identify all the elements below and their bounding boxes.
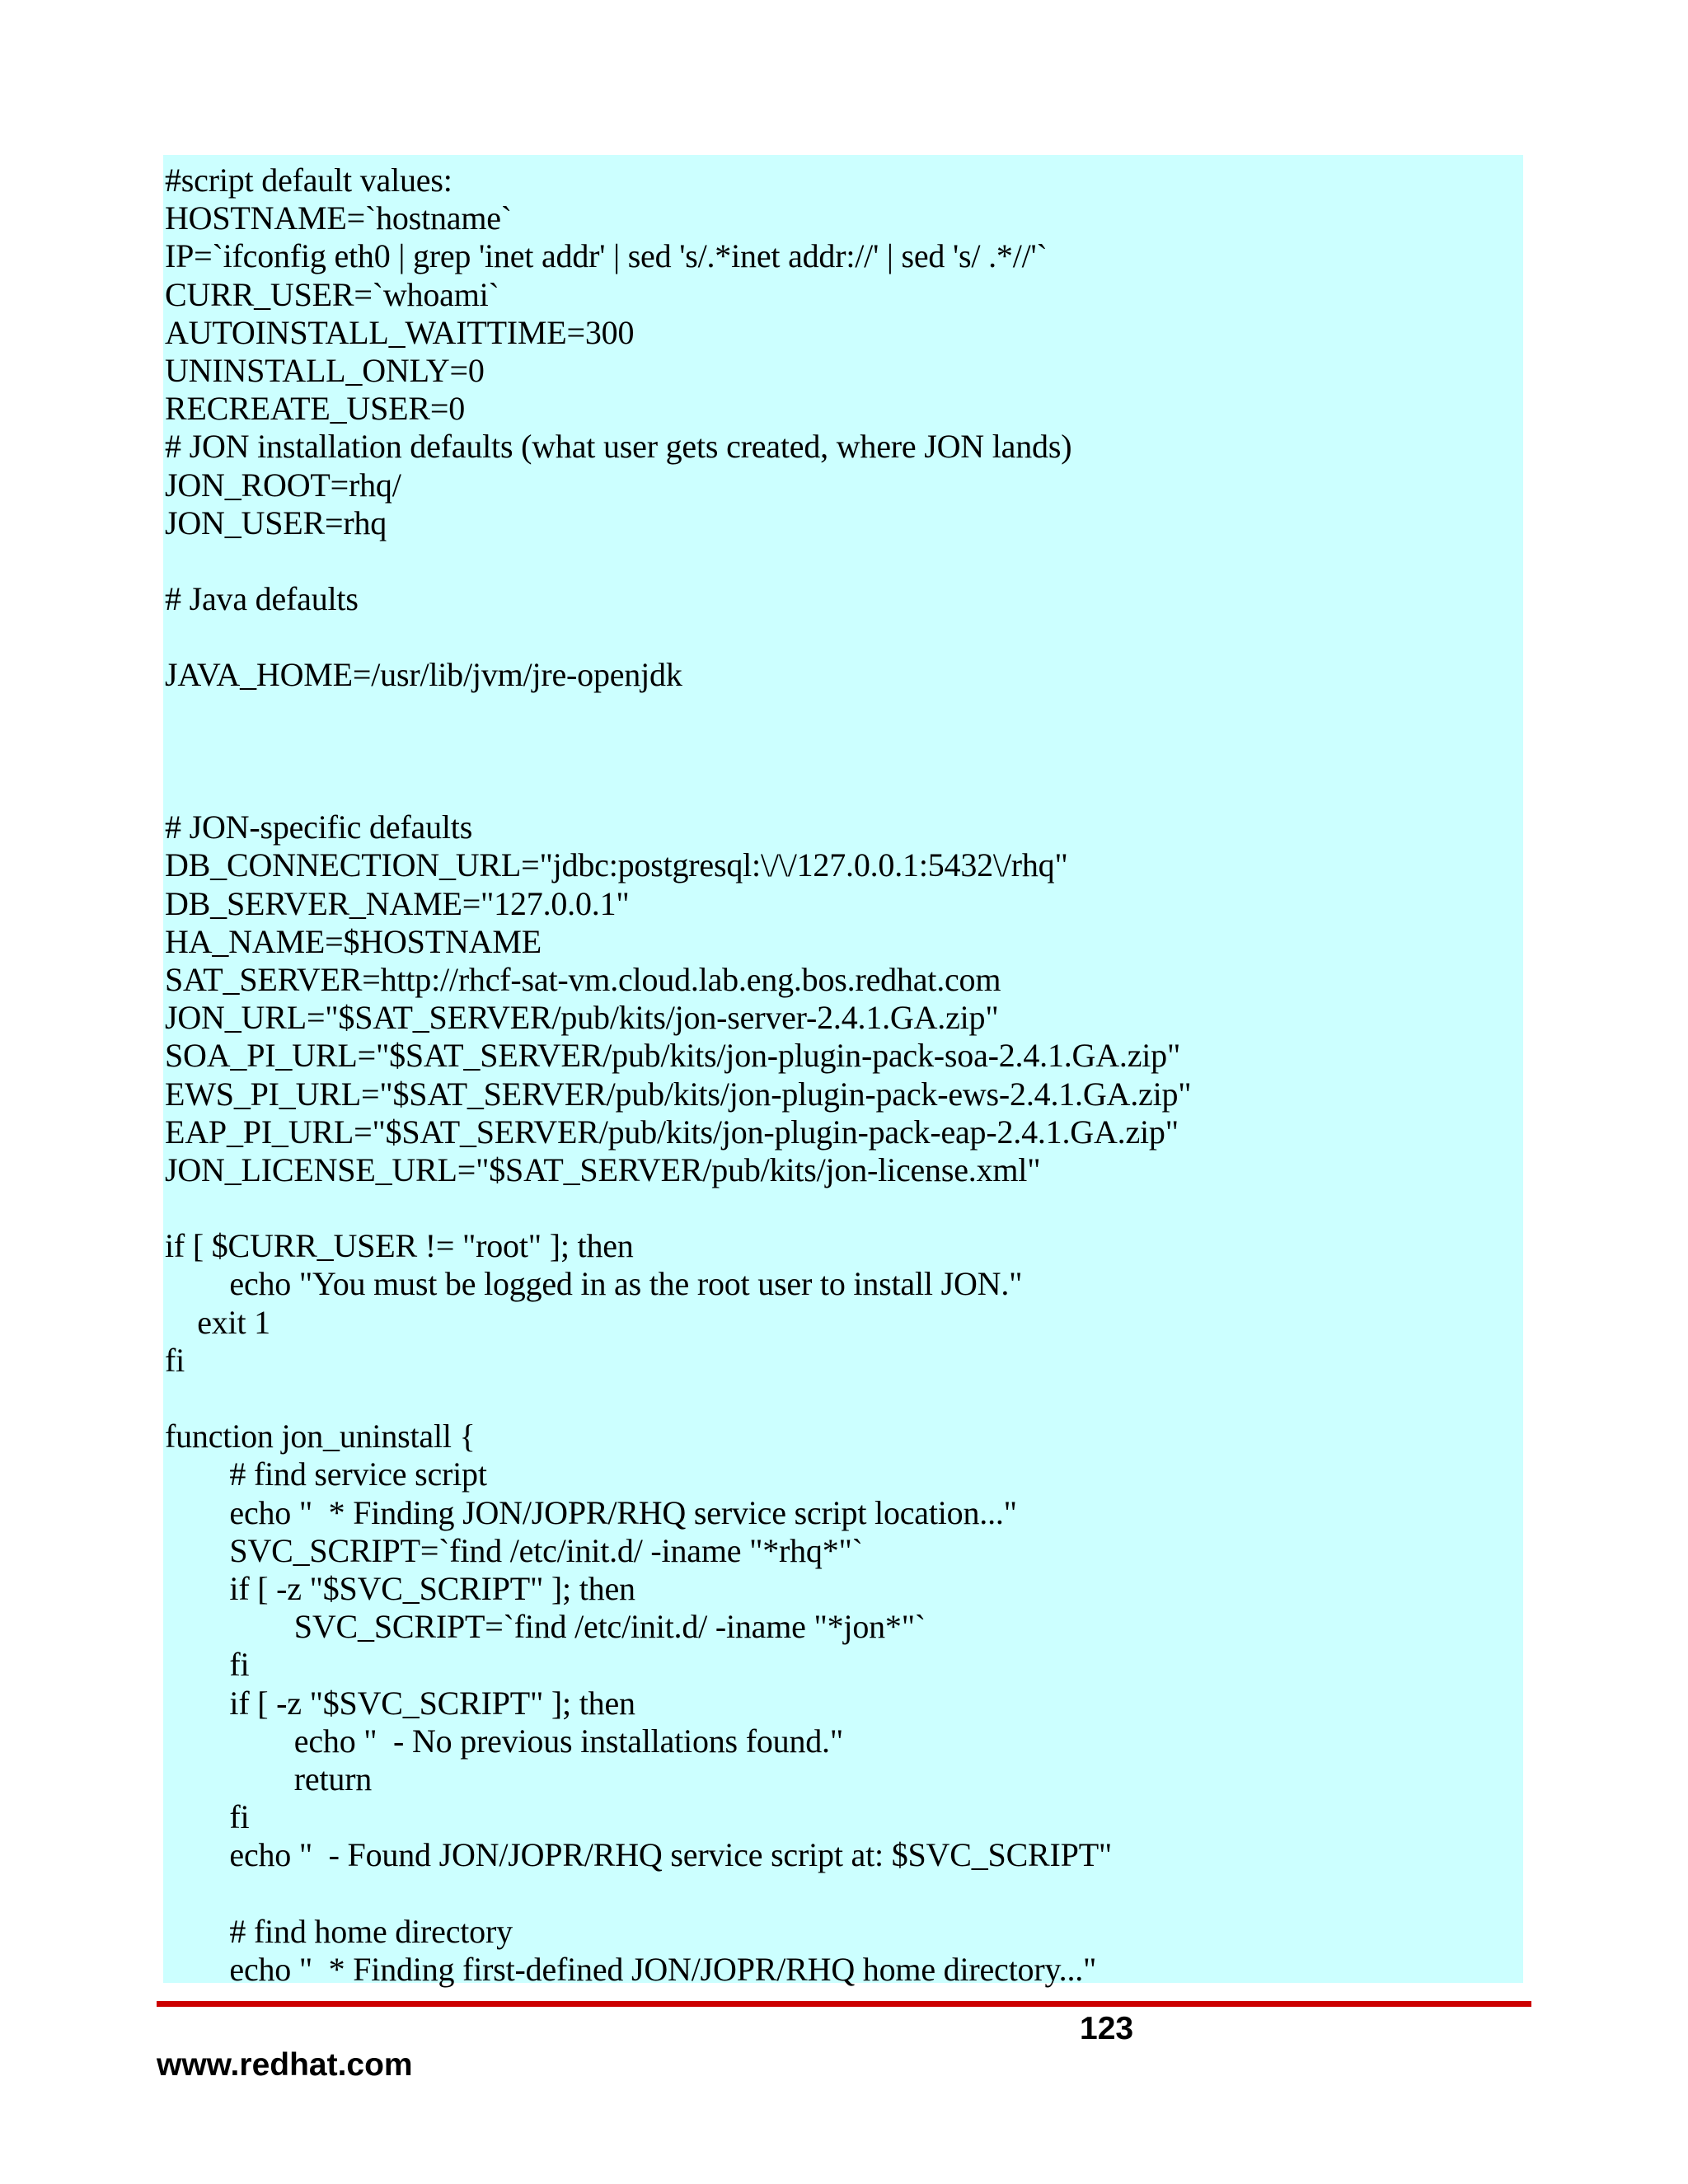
- code-line: if [ $CURR_USER != "root" ]; then: [165, 1227, 634, 1265]
- page-number: 123: [1080, 2011, 1134, 2046]
- code-line: [165, 1380, 1522, 1418]
- code-line: HA_NAME=$HOSTNAME: [165, 922, 542, 960]
- code-line: JON_URL="$SAT_SERVER/pub/kits/jon-server-2.4.1.GA.zip": [165, 999, 999, 1037]
- code-line: RECREATE_USER=0: [165, 390, 466, 428]
- code-line: echo " * Finding JON/JOPR/RHQ service script location...": [165, 1493, 1017, 1531]
- footer-url: www.redhat.com: [157, 2047, 413, 2083]
- code-line: [165, 542, 1522, 580]
- code-line: # find service script: [165, 1455, 487, 1493]
- code-line: CURR_USER=`whoami`: [165, 275, 499, 313]
- code-listing: [163, 155, 1523, 1988]
- code-line: IP=`ifconfig eth0 | grep 'inet addr' | sed 's/.*inet addr://' | sed 's/ .*//'`: [165, 237, 1048, 275]
- footer-divider: [157, 2001, 1531, 2007]
- code-line: # Java defaults: [165, 580, 359, 618]
- code-line: fi: [165, 1646, 250, 1684]
- code-line: function jon_uninstall {: [165, 1418, 476, 1455]
- code-line: AUTOINSTALL_WAITTIME=300: [165, 313, 635, 351]
- code-line: SVC_SCRIPT=`find /etc/init.d/ -iname "*rhq*"`: [165, 1531, 863, 1569]
- code-line: [165, 733, 1522, 771]
- code-line: SAT_SERVER=http://rhcf-sat-vm.cloud.lab.eng.bos.redhat.com: [165, 960, 1001, 998]
- code-line: # JON-specific defaults: [165, 808, 473, 846]
- code-line: [165, 771, 1522, 808]
- code-line: exit 1: [165, 1303, 270, 1341]
- code-line: JAVA_HOME=/usr/lib/jvm/jre-openjdk: [165, 656, 682, 694]
- code-line: JON_ROOT=rhq/: [165, 466, 401, 504]
- code-line: # find home directory: [165, 1912, 513, 1950]
- code-line: echo " * Finding first-defined JON/JOPR/RHQ home directory...": [165, 1950, 1097, 1988]
- code-line: return: [165, 1760, 373, 1797]
- code-line: # JON installation defaults (what user gets created, where JON lands): [165, 428, 1072, 466]
- code-line: EAP_PI_URL="$SAT_SERVER/pub/kits/jon-plugin-pack-eap-2.4.1.GA.zip": [165, 1113, 1179, 1151]
- code-line: if [ -z "$SVC_SCRIPT" ]; then: [165, 1684, 635, 1722]
- code-line: UNINSTALL_ONLY=0: [165, 351, 485, 389]
- code-line: JON_USER=rhq: [165, 504, 387, 541]
- code-line: #script default values:: [165, 162, 452, 199]
- code-line: SVC_SCRIPT=`find /etc/init.d/ -iname "*jon*"`: [165, 1608, 926, 1646]
- code-lines: [165, 162, 1522, 1989]
- code-line: echo " - No previous installations found.": [165, 1722, 843, 1760]
- code-line: DB_SERVER_NAME="127.0.0.1": [165, 884, 630, 922]
- code-line: JON_LICENSE_URL="$SAT_SERVER/pub/kits/jon-license.xml": [165, 1151, 1041, 1188]
- code-line: SOA_PI_URL="$SAT_SERVER/pub/kits/jon-plugin-pack-soa-2.4.1.GA.zip": [165, 1037, 1181, 1075]
- code-line: DB_CONNECTION_URL="jdbc:postgresql:\/\/127.0.0.1:5432\/rhq": [165, 846, 1068, 884]
- code-line: echo " - Found JON/JOPR/RHQ service script at: $SVC_SCRIPT": [165, 1836, 1113, 1874]
- code-line: fi: [165, 1341, 185, 1379]
- code-line: [165, 1189, 1522, 1227]
- code-line: [165, 695, 1522, 733]
- code-line: fi: [165, 1798, 250, 1836]
- code-line: [165, 618, 1522, 656]
- code-line: echo "You must be logged in as the root user to install JON.": [165, 1265, 1023, 1303]
- code-line: EWS_PI_URL="$SAT_SERVER/pub/kits/jon-plugin-pack-ews-2.4.1.GA.zip": [165, 1075, 1192, 1113]
- code-line: if [ -z "$SVC_SCRIPT" ]; then: [165, 1569, 635, 1607]
- code-line: HOSTNAME=`hostname`: [165, 199, 512, 237]
- code-line: [165, 1874, 1522, 1912]
